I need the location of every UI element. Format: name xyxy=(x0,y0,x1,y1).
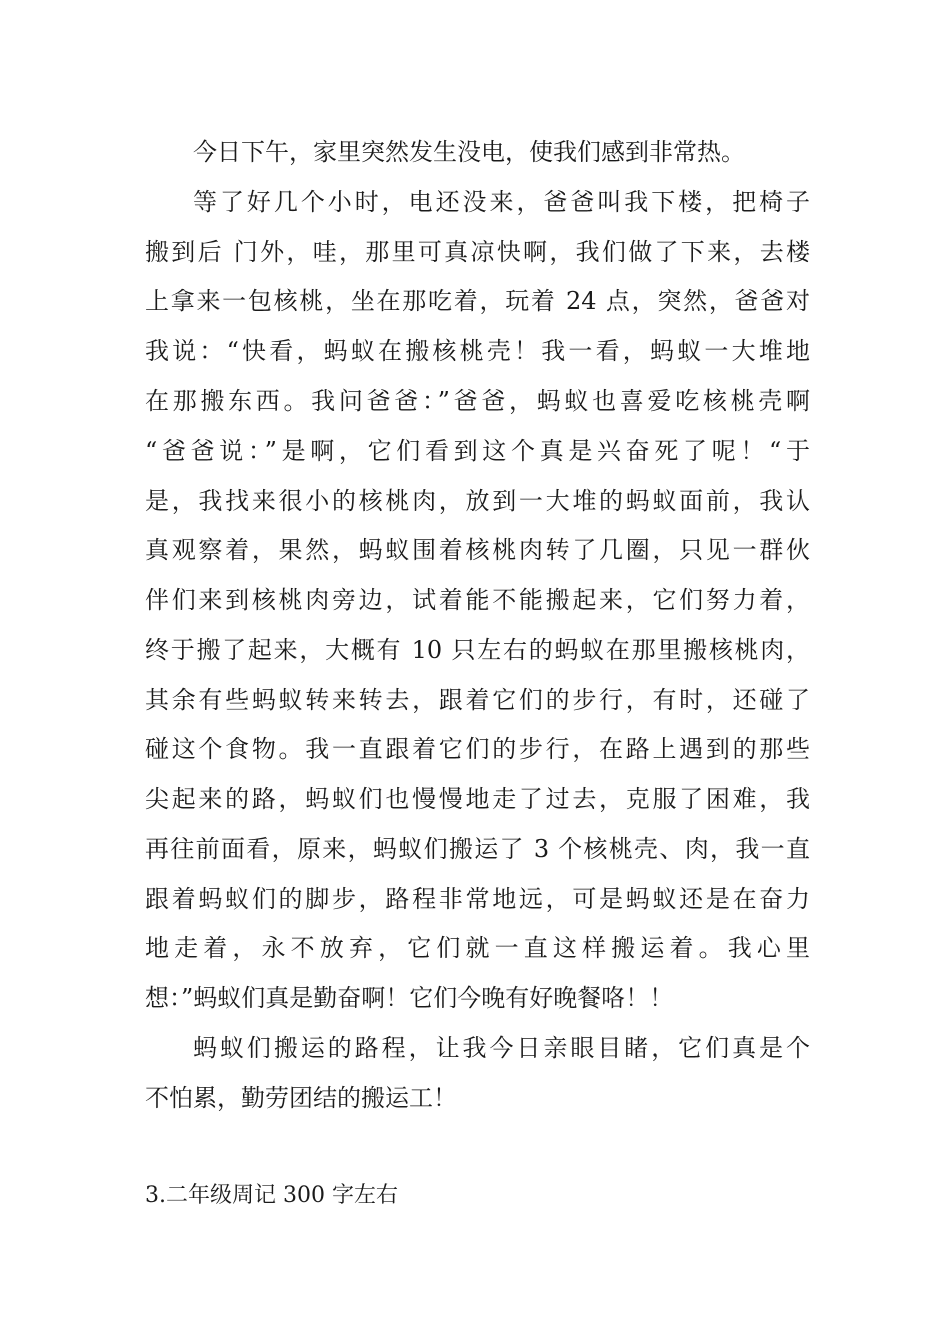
paragraph-2-line-11: 其余有些蚂蚁转来转去，跟着它们的步行，有时，还碰了 xyxy=(145,686,810,714)
paragraph-2-line-2: 搬到后 门外，哇，那里可真凉快啊，我们做了下来，去楼 xyxy=(145,238,810,266)
paragraph-2-line-16: 地走着，永不放弃，它们就一直这样搬运着。我心里 xyxy=(145,934,810,962)
paragraph-2-line-8: 真观察着，果然，蚂蚁围着核桃肉转了几圈，只见一群伙 xyxy=(145,536,810,564)
paragraph-2-line-14: 再往前面看，原来，蚂蚁们搬运了 3 个核桃壳、肉，我一直 xyxy=(145,835,810,863)
paragraph-3-line-1: 蚂蚁们搬运的路程，让我今日亲眼目睹，它们真是个 xyxy=(193,1034,810,1062)
paragraph-2-line-3: 上拿来一包核桃，坐在那吃着，玩着 24 点，突然，爸爸对 xyxy=(145,287,810,315)
paragraph-2-line-12: 碰这个食物。我一直跟着它们的步行，在路上遇到的那些 xyxy=(145,735,810,763)
paragraph-3-line-2: 不怕累，勤劳团结的搬运工！ xyxy=(145,1084,457,1112)
paragraph-2-line-6: “爸爸说：”是啊，它们看到这个真是兴奋死了呢！“于 xyxy=(145,437,810,465)
paragraph-2-line-10: 终于搬了起来，大概有 10 只左右的蚂蚁在那里搬核桃肉， xyxy=(145,636,810,664)
paragraph-2-line-5: 在那搬东西。我问爸爸：”爸爸，蚂蚁也喜爱吃核桃壳啊 xyxy=(145,387,810,415)
paragraph-2-line-4: 我说：“快看，蚂蚁在搬核桃壳！我一看，蚂蚁一大堆地 xyxy=(145,337,810,365)
paragraph-2-line-1: 等了好几个小时，电还没来，爸爸叫我下楼，把椅子 xyxy=(193,188,810,216)
paragraph-2-line-9: 伴们来到核桃肉旁边，试着能不能搬起来，它们努力着， xyxy=(145,586,810,614)
paragraph-2-line-7: 是，我找来很小的核桃肉，放到一大堆的蚂蚁面前，我认 xyxy=(145,487,810,515)
paragraph-2-line-17: 想：”蚂蚁们真是勤奋啊！它们今晚有好晚餐咯！！ xyxy=(145,984,674,1012)
paragraph-1-line-1: 今日下午，家里突然发生没电，使我们感到非常热。 xyxy=(193,138,745,166)
paragraph-2-line-15: 跟着蚂蚁们的脚步，路程非常地远，可是蚂蚁还是在奋力 xyxy=(145,885,810,913)
paragraph-2-line-13: 尖起来的路，蚂蚁们也慢慢地走了过去，克服了困难，我 xyxy=(145,785,810,813)
section-heading: 3.二年级周记 300 字左右 xyxy=(145,1183,398,1208)
